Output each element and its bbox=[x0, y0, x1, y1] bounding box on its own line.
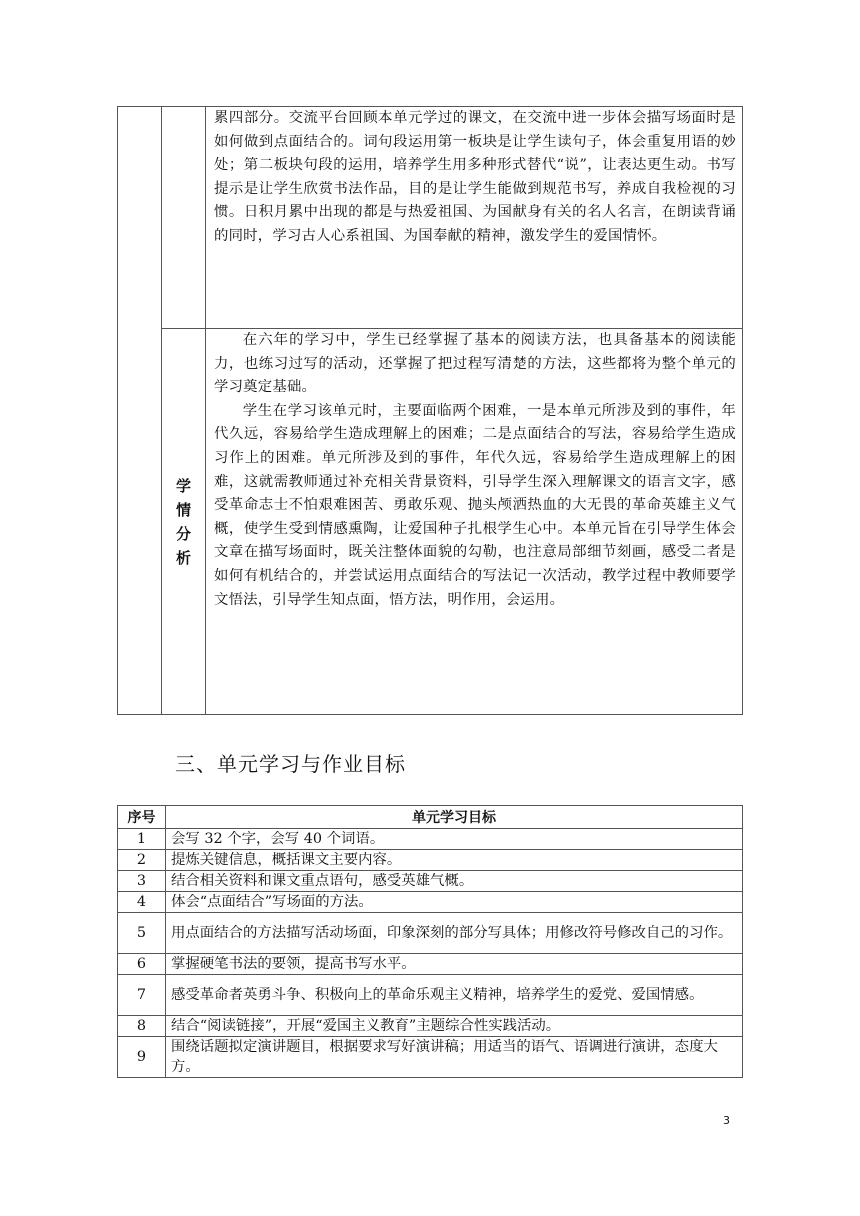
goal-text: 体会“点面结合”写场面的方法。 bbox=[166, 892, 743, 913]
section-title: 三、单元学习与作业目标 bbox=[175, 752, 406, 776]
goal-number: 6 bbox=[118, 954, 166, 975]
table-row bbox=[118, 107, 743, 329]
goals-table bbox=[117, 805, 743, 1078]
goal-number: 2 bbox=[118, 850, 166, 871]
textbook-analysis-text: 累四部分。交流平台回顾本单元学过的课文，在交流中进一步体会描写场面时是如何做到点面结合的。词句段运用第一板块是让学生读句子，体会重复用语的妙处；第二板块句段的运用，培养学生用多种形式替代“说”，让表达更生动。书写提示是让学生欣赏书法作品，目的是让学生能做到规范书写，养成自我检视的习惯。日积月累中出现的都是与热爱祖国、为国献身有关的名人名言，在朗读背诵的同时，学习古人心系祖国、为国奉献的精神，激发学生的爱国情怀。 bbox=[214, 110, 736, 244]
learner-analysis-label bbox=[162, 329, 206, 715]
goal-number: 7 bbox=[118, 975, 166, 1016]
label-char: 学 bbox=[175, 476, 191, 495]
goals-header-row bbox=[118, 806, 743, 829]
page-number: 3 bbox=[723, 1114, 730, 1127]
learner-analysis-para-1: 在六年的学习中，学生已经掌握了基本的阅读方法，也具备基本的阅读能力，也练习过写的活动，还掌握了把过程写清楚的方法，这些都将为整个单元的学习奠定基础。 bbox=[214, 332, 736, 396]
textbook-analysis-cell bbox=[206, 107, 743, 329]
goal-text: 结合“阅读链接”，开展“爱国主义教育”主题综合性实践活动。 bbox=[166, 1016, 743, 1037]
goal-text: 结合相关资料和课文重点语句，感受英雄气概。 bbox=[166, 871, 743, 892]
label-char: 析 bbox=[175, 548, 191, 567]
goal-number: 1 bbox=[118, 829, 166, 850]
table-row bbox=[118, 329, 743, 715]
analysis-table bbox=[117, 106, 743, 715]
label-char: 情 bbox=[175, 500, 191, 519]
header-goal: 单元学习目标 bbox=[166, 806, 743, 829]
goal-text: 会写 32 个字，会写 40 个词语。 bbox=[166, 829, 743, 850]
goal-text: 用点面结合的方法描写活动场面，印象深刻的部分写具体；用修改符号修改自己的习作。 bbox=[166, 913, 743, 954]
header-number: 序号 bbox=[118, 806, 166, 829]
goal-number: 8 bbox=[118, 1016, 166, 1037]
table-row bbox=[118, 829, 743, 850]
table-row bbox=[118, 871, 743, 892]
table-row bbox=[118, 850, 743, 871]
goal-number: 3 bbox=[118, 871, 166, 892]
goal-number: 9 bbox=[118, 1037, 166, 1078]
label-char: 分 bbox=[175, 524, 191, 543]
learner-analysis-cell bbox=[206, 329, 743, 715]
outer-label-cell bbox=[118, 107, 162, 715]
table-row bbox=[118, 975, 743, 1016]
goal-number: 4 bbox=[118, 892, 166, 913]
table-row bbox=[118, 892, 743, 913]
goal-number: 5 bbox=[118, 913, 166, 954]
learner-analysis-para-2: 学生在学习该单元时，主要面临两个困难，一是本单元所涉及到的事件，年代久远，容易给学生造成理解上的困难；二是点面结合的写法，容易给学生造成习作上的困难。单元所涉及到的事件，年代久远，容易给学生造成理解上的困难，这就需教师通过补充相关背景资料，引导学生深入理解课文的语言文字，感受革命志士不怕艰难困苦、勇敢乐观、抛头颅洒热血的大无畏的革命英雄主义气概，使学生受到情感熏陶，让爱国种子扎根学生心中。本单元旨在引导学生体会文章在描写场面时，既关注整体面貌的勾勒，也注意局部细节刻画，感受二者是如何有机结合的，并尝试运用点面结合的写法记一次活动，教学过程中教师要学文悟法，引导学生知点面，悟方法，明作用，会运用。 bbox=[214, 402, 736, 608]
goal-text: 掌握硬笔书法的要领，提高书写水平。 bbox=[166, 954, 743, 975]
table-row bbox=[118, 1016, 743, 1037]
goal-text: 提炼关键信息，概括课文主要内容。 bbox=[166, 850, 743, 871]
table-row bbox=[118, 913, 743, 954]
table-row bbox=[118, 1037, 743, 1078]
goal-text: 感受革命者英勇斗争、积极向上的革命乐观主义精神，培养学生的爱党、爱国情感。 bbox=[166, 975, 743, 1016]
table-row bbox=[118, 954, 743, 975]
empty-label-cell bbox=[162, 107, 206, 329]
goal-text: 围绕话题拟定演讲题目，根据要求写好演讲稿；用适当的语气、语调进行演讲，态度大方。 bbox=[166, 1037, 743, 1078]
